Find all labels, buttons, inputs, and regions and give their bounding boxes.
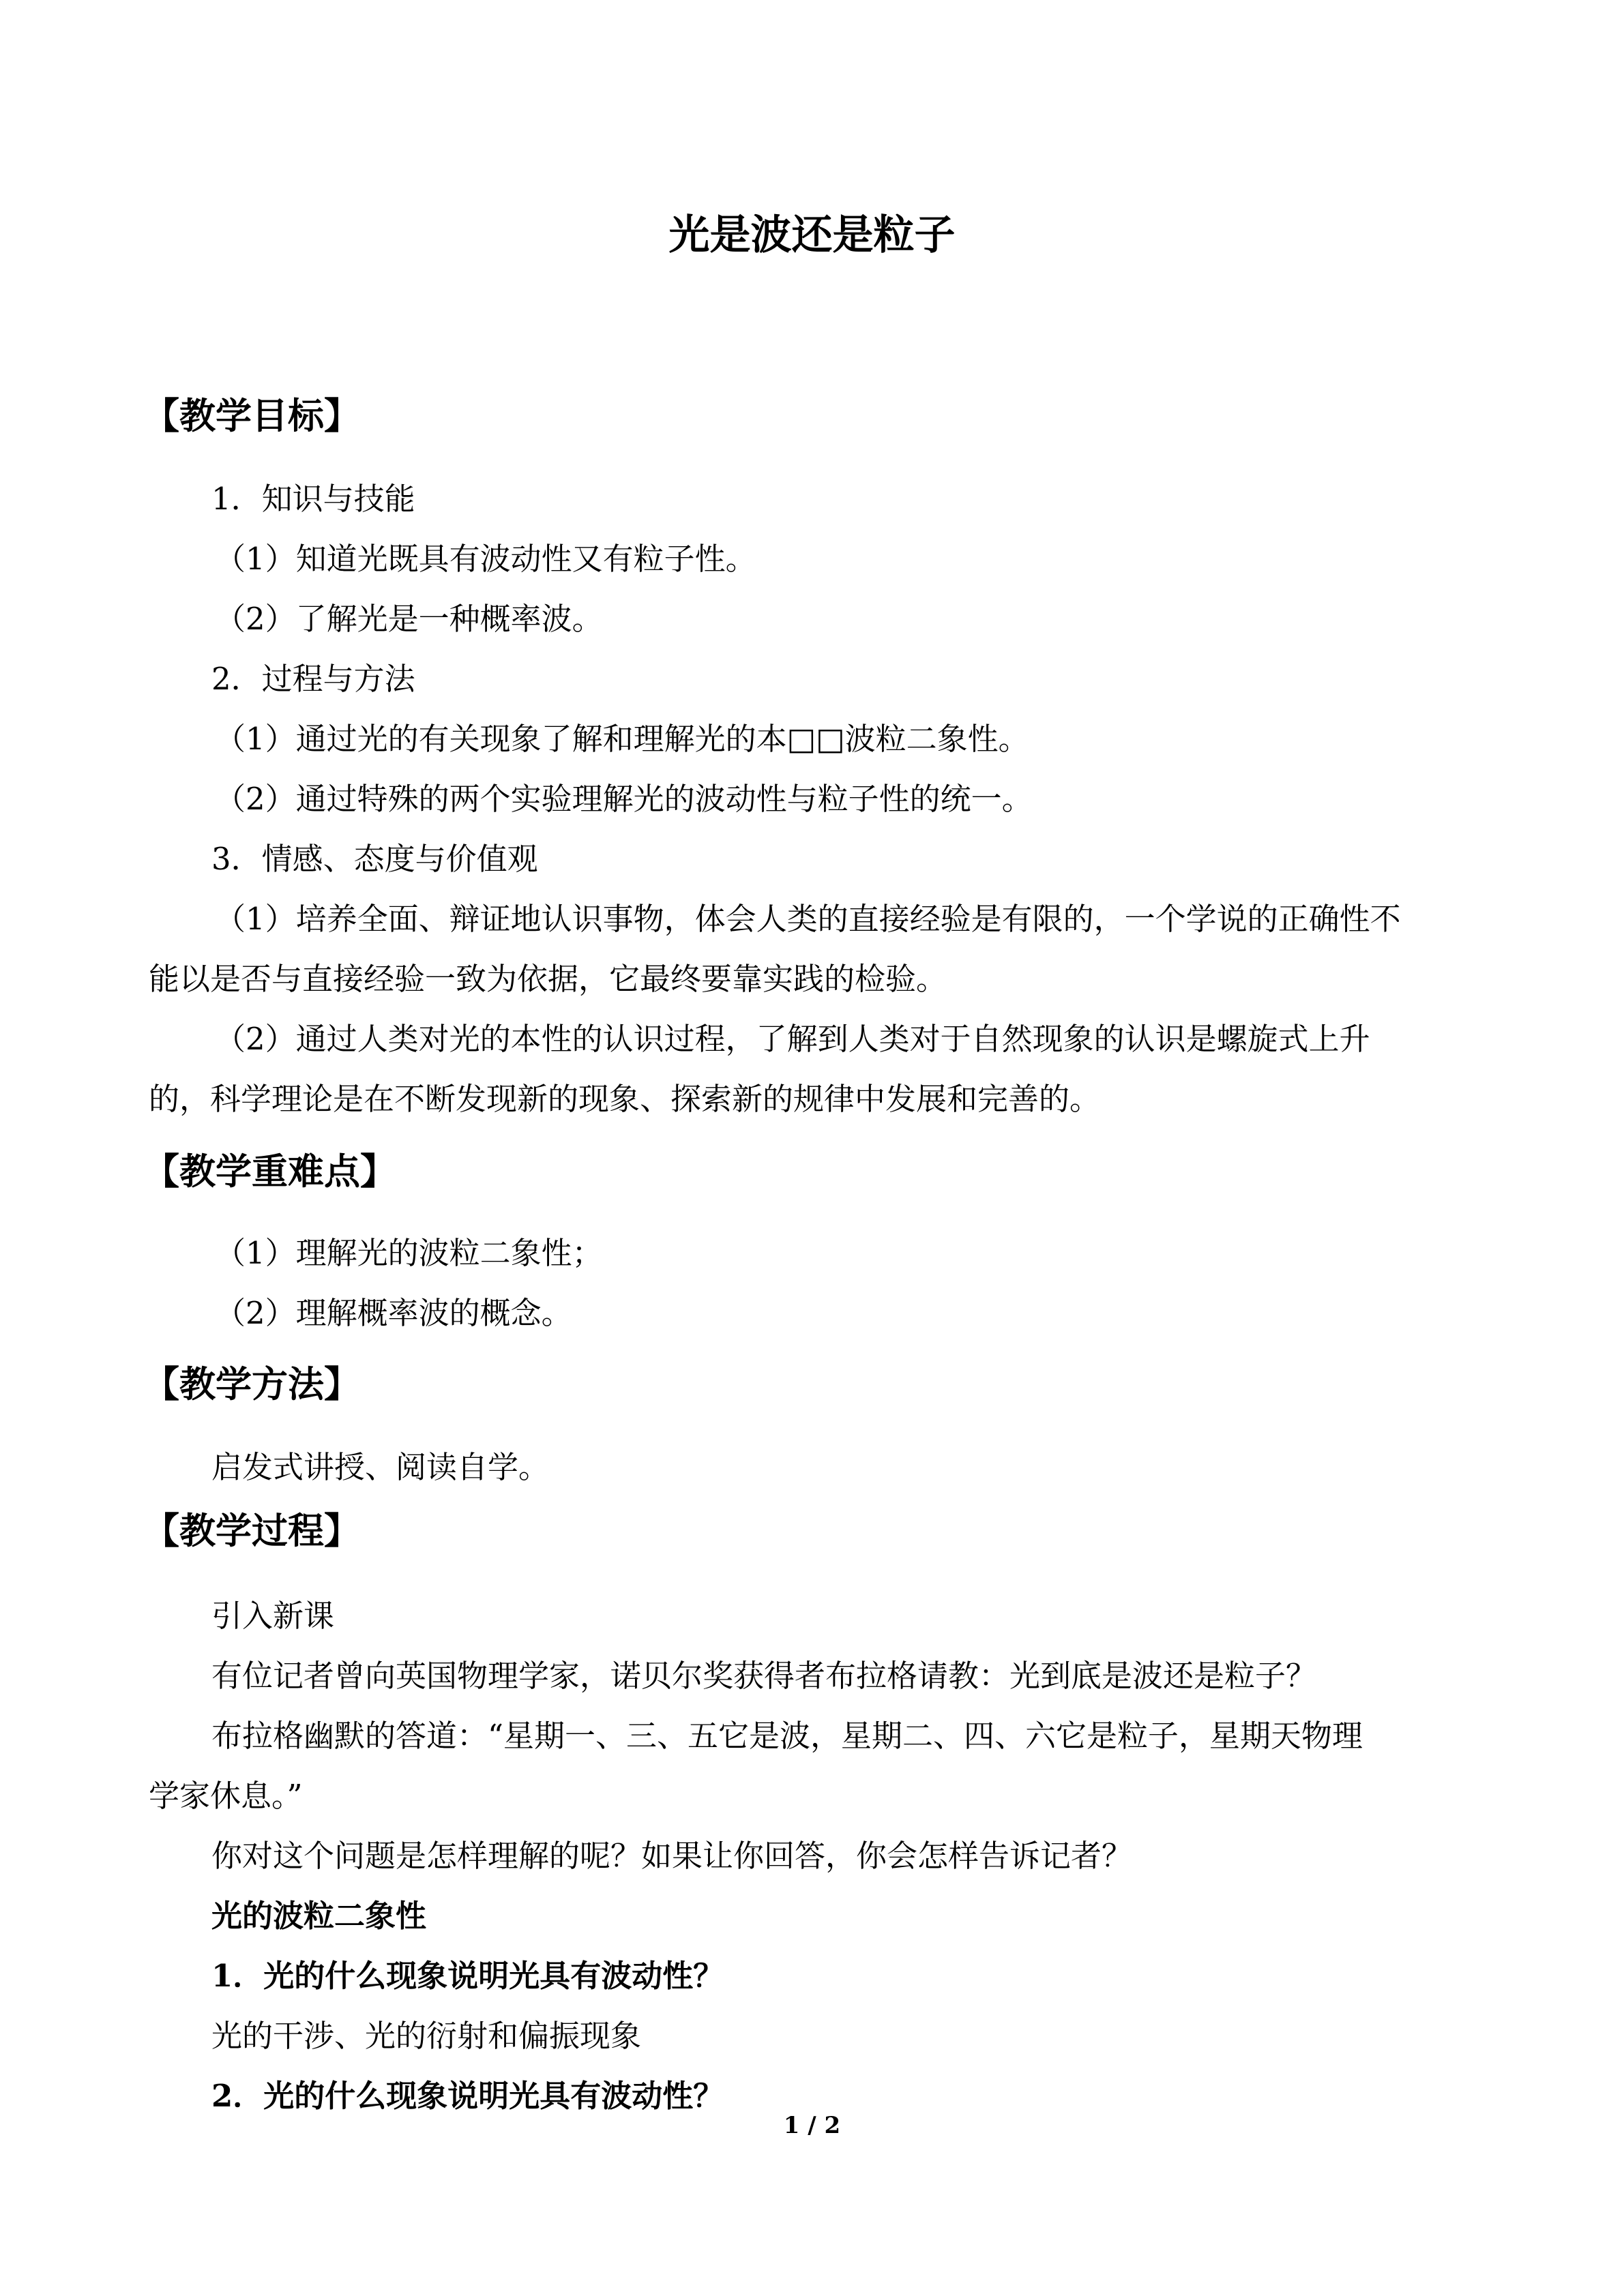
text-line: （1）培养全面、辩证地认识事物，体会人类的直接经验是有限的，一个学说的正确性不 [215,901,1401,937]
section-heading-keypoints: 【教学重难点】 [143,1150,396,1193]
text-line: 光的干涉、光的衍射和偏振现象 [211,2018,642,2054]
text-line: 学家休息。” [149,1778,303,1814]
text-line: 布拉格幽默的答道：“星期一、三、五它是波，星期二、四、六它是粒子，星期天物理 [211,1718,1363,1754]
text-line: （2）通过特殊的两个实验理解光的波动性与粒子性的统一。 [215,781,1033,817]
text-line: 能以是否与直接经验一致为依据，它最终要靠实践的检验。 [149,961,947,997]
text-line: 引入新课 [211,1598,335,1634]
text-line: （2）通过人类对光的本性的认识过程，了解到人类对于自然现象的认识是螺旋式上升 [215,1021,1370,1057]
text-line: 2．过程与方法 [211,661,415,697]
page-number: 1 / 2 [783,2112,841,2139]
text-line: （1）通过光的有关现象了解和理解光的本□□波粒二象性。 [215,721,1029,757]
section-heading-methods: 【教学方法】 [143,1363,360,1405]
text-line: 启发式讲授、阅读自学。 [211,1449,550,1485]
text-line: 你对这个问题是怎样理解的呢？如果让你回答，你会怎样告诉记者？ [211,1838,1133,1874]
section-heading-process: 【教学过程】 [143,1510,360,1552]
text-line: 1．知识与技能 [211,481,415,517]
text-line: （2）理解概率波的概念。 [215,1295,572,1331]
text-line: （2）了解光是一种概率波。 [215,601,603,637]
section-heading-objectives: 【教学目标】 [143,395,360,437]
text-line: （1）理解光的波粒二象性； [215,1235,603,1271]
text-line: （1）知道光既具有波动性又有粒子性。 [215,541,756,577]
text-line: 的，科学理论是在不断发现新的现象、探索新的规律中发展和完善的。 [149,1081,1101,1117]
question-line: 2．光的什么现象说明光具有波动性？ [211,2078,724,2114]
page-title: 光是波还是粒子 [668,211,956,259]
text-line: 有位记者曾向英国物理学家，诺贝尔奖获得者布拉格请教：光到底是波还是粒子？ [211,1658,1317,1694]
question-line: 1．光的什么现象说明光具有波动性？ [211,1958,724,1994]
subheading: 光的波粒二象性 [211,1898,427,1934]
text-line: 3．情感、态度与价值观 [211,841,538,877]
